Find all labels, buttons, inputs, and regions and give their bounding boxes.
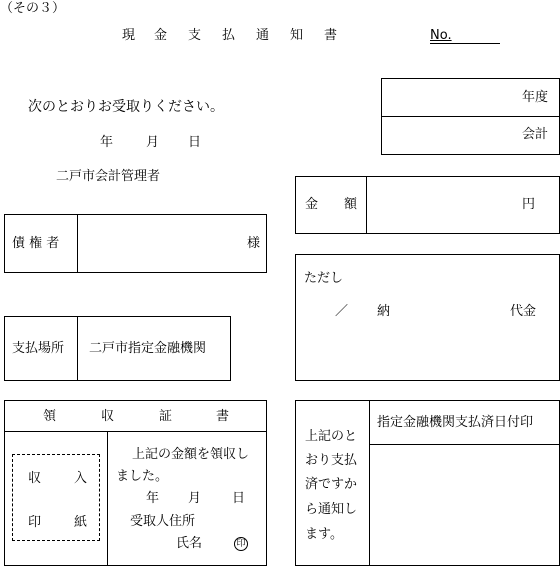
issuer-name: 二戸市会計管理者 [56,169,161,184]
seal-icon: 印 [234,537,248,551]
notice-year-label: 年 [100,135,114,150]
receipt-year-label: 年 [146,491,160,506]
fiscal-year-label: 年度 [522,90,549,105]
series-label: （その３） [0,1,66,16]
bank-notice-line: 済ですか [305,477,358,492]
receipt-title-char: 証 [159,409,173,424]
receipt-title-divider [4,431,267,432]
amount-label: 金 額 [305,197,358,212]
bank-stamp-divider [369,444,560,445]
number-label: No. [430,28,452,43]
bank-notice-line: ます。 [305,527,343,542]
title-char: 通 [256,28,270,43]
creditor-label: 債 権 者 [12,236,60,251]
receipt-text-line1: 上記の金額を領収し [132,447,250,462]
receiver-address-label: 受取人住所 [130,514,196,529]
notice-message: 次のとおりお受取りください。 [28,99,224,115]
amount-divider [366,176,367,234]
receipt-text-line2: ました。 [116,469,169,484]
title-char: 知 [290,28,304,43]
proviso-payment-label: 納 [377,304,391,319]
payment-place-divider [77,316,78,381]
account-label: 会計 [522,127,549,142]
bank-notice-line: 上記のと [305,429,358,444]
stamp-char: 入 [74,471,88,486]
proviso-fee-label: 代金 [510,304,537,319]
title-char: 支 [188,28,202,43]
title-char: 書 [324,28,338,43]
creditor-divider [77,214,78,273]
notice-month-label: 月 [146,135,160,150]
receipt-month-label: 月 [188,491,202,506]
receipt-title-char: 領 [43,409,57,424]
stamp-char: 収 [28,471,42,486]
bank-stamp-label: 指定金融機関支払済日付印 [377,415,534,430]
receipt-divider [107,431,108,566]
number-field[interactable] [430,43,500,44]
payment-place-value: 二戸市指定金融機関 [89,341,207,356]
amount-unit: 円 [522,197,536,212]
receipt-day-label: 日 [232,491,246,506]
stamp-char: 印 [28,515,42,530]
title-char: 金 [154,28,168,43]
receiver-name-label: 氏名 [176,536,203,551]
bank-notice-line: おり支払 [305,453,358,468]
payment-place-label: 支払場所 [12,341,65,356]
receipt-title-char: 収 [101,409,115,424]
title-char: 現 [122,28,136,43]
proviso-slash: ／ [335,304,349,319]
notice-day-label: 日 [188,135,202,150]
title-char: 払 [222,28,236,43]
proviso-label: ただし [304,271,344,286]
receipt-title-char: 書 [216,409,230,424]
fiscal-box-divider [381,116,560,117]
bank-notice-divider [369,400,370,566]
stamp-char: 紙 [74,515,88,530]
creditor-honorific: 様 [247,236,261,251]
bank-notice-line: ら通知し [305,502,358,517]
